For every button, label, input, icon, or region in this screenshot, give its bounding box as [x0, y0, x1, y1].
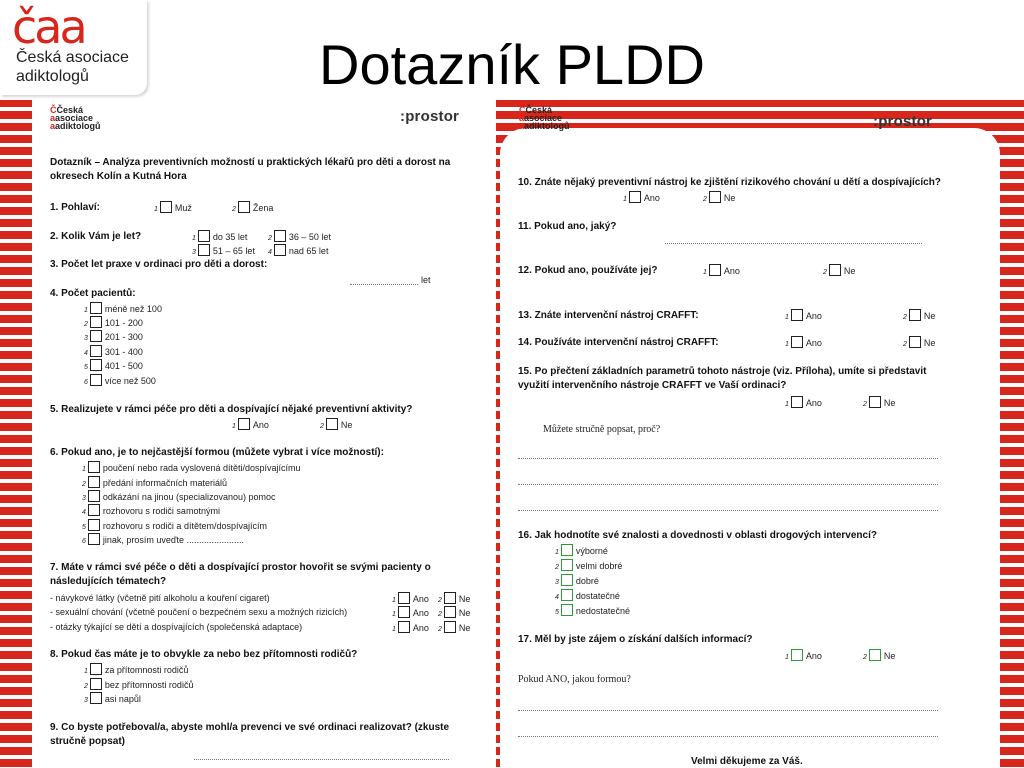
- q12-option-no[interactable]: 2 Ne: [823, 266, 856, 276]
- q2-option-4[interactable]: 4 nad 65 let: [268, 246, 329, 256]
- q12-option-yes[interactable]: 1 Ano: [703, 266, 740, 276]
- q16-label: 16. Jak hodnotíte své znalosti a dovednosti v oblasti drogových intervencí?: [518, 530, 877, 541]
- questionnaire-heading: Dotazník – Analýza preventivních možností u praktických lékařů pro děti a dorost na okresech Kolín a Kutná Hora: [50, 157, 451, 182]
- q2-label: 2. Kolik Vám je let?: [50, 231, 142, 242]
- q6-option-4[interactable]: 4 rozhovoru s rodiči samotnými: [82, 506, 220, 516]
- q5-option-no[interactable]: 2 Ne: [320, 420, 353, 430]
- q17-sub-label: Pokud ANO, jakou formou?: [518, 674, 631, 685]
- q11-label: 11. Pokud ano, jaký?: [518, 221, 617, 232]
- q2-option-1[interactable]: 1 do 35 let: [192, 232, 248, 242]
- q17-answer-line-1[interactable]: [518, 710, 938, 711]
- q15-sub-label: Můžete stručně popsat, proč?: [543, 424, 661, 435]
- q8-label: 8. Pokud čas máte je to obvykle za nebo bez přítomnosti rodičů?: [50, 649, 358, 660]
- q8-option-2[interactable]: 2 bez přítomnosti rodičů: [84, 680, 194, 690]
- q10-option-yes[interactable]: 1 Ano: [623, 193, 660, 203]
- q6-option-6[interactable]: 6 jinak, prosím uveďte .......................: [82, 535, 244, 545]
- q11-answer-line[interactable]: [665, 243, 922, 244]
- q7-item-1: - návykové látky (včetně pití alkoholu a kouření cigaret): [50, 593, 270, 603]
- questionnaire-page-2: [505, 104, 965, 768]
- q16-option-5[interactable]: 5 nedostatečné: [555, 606, 630, 616]
- q10-label: 10. Znáte nějaký preventivní nástroj ke zjištění rizikového chování u dětí a dospívajících?: [518, 177, 941, 188]
- logo-line-2: adiktologů: [16, 68, 89, 85]
- q9-answer-line[interactable]: [194, 759, 449, 760]
- q15-option-no[interactable]: 2 Ne: [863, 398, 896, 408]
- q2-option-2[interactable]: 2 36 – 50 let: [268, 232, 331, 242]
- q17-answer-line-2[interactable]: [518, 736, 938, 737]
- q4-label: 4. Počet pacientů:: [50, 288, 136, 299]
- q15-option-yes[interactable]: 1 Ano: [785, 398, 822, 408]
- q14-label: 14. Používáte intervenční nástroj CRAFFT:: [518, 337, 719, 348]
- mini-logo-2: ČČeská aasociace aadiktologů: [519, 105, 570, 131]
- logo-line-1: Česká asociace: [16, 49, 129, 66]
- q16-option-1[interactable]: 1 výborné: [555, 546, 608, 556]
- q17-label: 17. Měl by jste zájem o získání dalších informací?: [518, 634, 753, 645]
- q17-option-no[interactable]: 2 Ne: [863, 651, 896, 661]
- q5-label: 5. Realizujete v rámci péče pro děti a dospívající nějaké preventivní aktivity?: [50, 404, 413, 415]
- q8-option-3[interactable]: 3 asi napůl: [84, 694, 141, 704]
- q7-1-yes[interactable]: 1 Ano: [392, 594, 429, 604]
- q6-option-3[interactable]: 3 odkázání na jinou (specializovanou) pomoc: [82, 492, 276, 502]
- q15-answer-line-3[interactable]: [518, 510, 938, 511]
- q2-option-3[interactable]: 3 51 – 65 let: [192, 246, 255, 256]
- q6-option-2[interactable]: 2 předání informačních materiálů: [82, 478, 227, 488]
- prostor-logo-2: :prostor: [873, 113, 933, 130]
- q14-option-yes[interactable]: 1 Ano: [785, 338, 822, 348]
- q3-unit: let: [421, 275, 431, 285]
- q7-label: 7. Máte v rámci své péče o děti a dospívající prostor hovořit se svými pacienty o následujících tématech?: [50, 562, 431, 587]
- q1-option-female[interactable]: 2 Žena: [232, 203, 274, 213]
- mini-logo: ČČeská aasociace aadiktologů: [50, 105, 101, 131]
- q13-option-yes[interactable]: 1 Ano: [785, 311, 822, 321]
- q17-option-yes[interactable]: 1 Ano: [785, 651, 822, 661]
- q16-option-4[interactable]: 4 dostatečné: [555, 591, 620, 601]
- q7-1-no[interactable]: 2 Ne: [438, 594, 471, 604]
- q6-option-1[interactable]: 1 poučení nebo rada vyslovená dítěti/dospívajícímu: [82, 463, 301, 473]
- q3-label: 3. Počet let praxe v ordinaci pro děti a dorost:: [50, 259, 268, 270]
- q7-3-yes[interactable]: 1 Ano: [392, 623, 429, 633]
- q13-label: 13. Znáte intervenční nástroj CRAFFT:: [518, 310, 699, 321]
- q4-option-4[interactable]: 4 301 - 400: [84, 347, 143, 357]
- prostor-logo: :prostor: [400, 108, 460, 125]
- q4-option-5[interactable]: 5 401 - 500: [84, 361, 143, 371]
- q15-answer-line-1[interactable]: [518, 458, 938, 459]
- thanks-text: Velmi děkujeme za Váš.: [691, 756, 803, 767]
- q6-label: 6. Pokud ano, je to nejčastější formou (můžete vybrat i více možností):: [50, 447, 384, 458]
- q1-option-male[interactable]: 1 Muž: [154, 203, 192, 213]
- q10-option-no[interactable]: 2 Ne: [703, 193, 736, 203]
- q7-2-no[interactable]: 2 Ne: [438, 608, 471, 618]
- q7-3-no[interactable]: 2 Ne: [438, 623, 471, 633]
- q9-label: 9. Co byste potřeboval/a, abyste mohl/a prevenci ve své ordinaci realizovat? (zkuste stručně popsat): [50, 722, 450, 747]
- q1-label: 1. Pohlaví:: [50, 202, 101, 213]
- q7-item-3: - otázky týkající se dětí a dospívajících (společenská adaptace): [50, 622, 303, 632]
- q7-2-yes[interactable]: 1 Ano: [392, 608, 429, 618]
- slide-title: Dotazník PLDD: [319, 33, 705, 96]
- q6-option-5[interactable]: 5 rozhovoru s rodiči a dítětem/dospívajícím: [82, 521, 267, 531]
- q16-option-3[interactable]: 3 dobré: [555, 576, 599, 586]
- q15-label: 15. Po přečtení základních parametrů tohoto nástroje (viz. Příloha), umíte si představit využití intervenčního nástroje CRAFFT ve Vaší ordinaci?: [518, 366, 927, 391]
- q4-option-3[interactable]: 3 201 - 300: [84, 332, 143, 342]
- q16-option-2[interactable]: 2 velmi dobré: [555, 561, 623, 571]
- questionnaire-page-1: [32, 100, 496, 768]
- q13-option-no[interactable]: 2 Ne: [903, 311, 936, 321]
- q5-option-yes[interactable]: 1 Ano: [232, 420, 269, 430]
- q15-answer-line-2[interactable]: [518, 484, 938, 485]
- q14-option-no[interactable]: 2 Ne: [903, 338, 936, 348]
- q4-option-2[interactable]: 2 101 - 200: [84, 318, 143, 328]
- q4-option-1[interactable]: 1 méně než 100: [84, 304, 162, 314]
- caa-logo-mark: čaa: [12, 0, 85, 54]
- q7-item-2: - sexuální chování (včetně poučení o bezpečném sexu a možných rizicích): [50, 607, 348, 617]
- q12-label: 12. Pokud ano, používáte jej?: [518, 265, 658, 276]
- q8-option-1[interactable]: 1 za přítomnosti rodičů: [84, 665, 189, 675]
- q3-answer-line[interactable]: [350, 284, 418, 285]
- q4-option-6[interactable]: 6 více než 500: [84, 376, 156, 386]
